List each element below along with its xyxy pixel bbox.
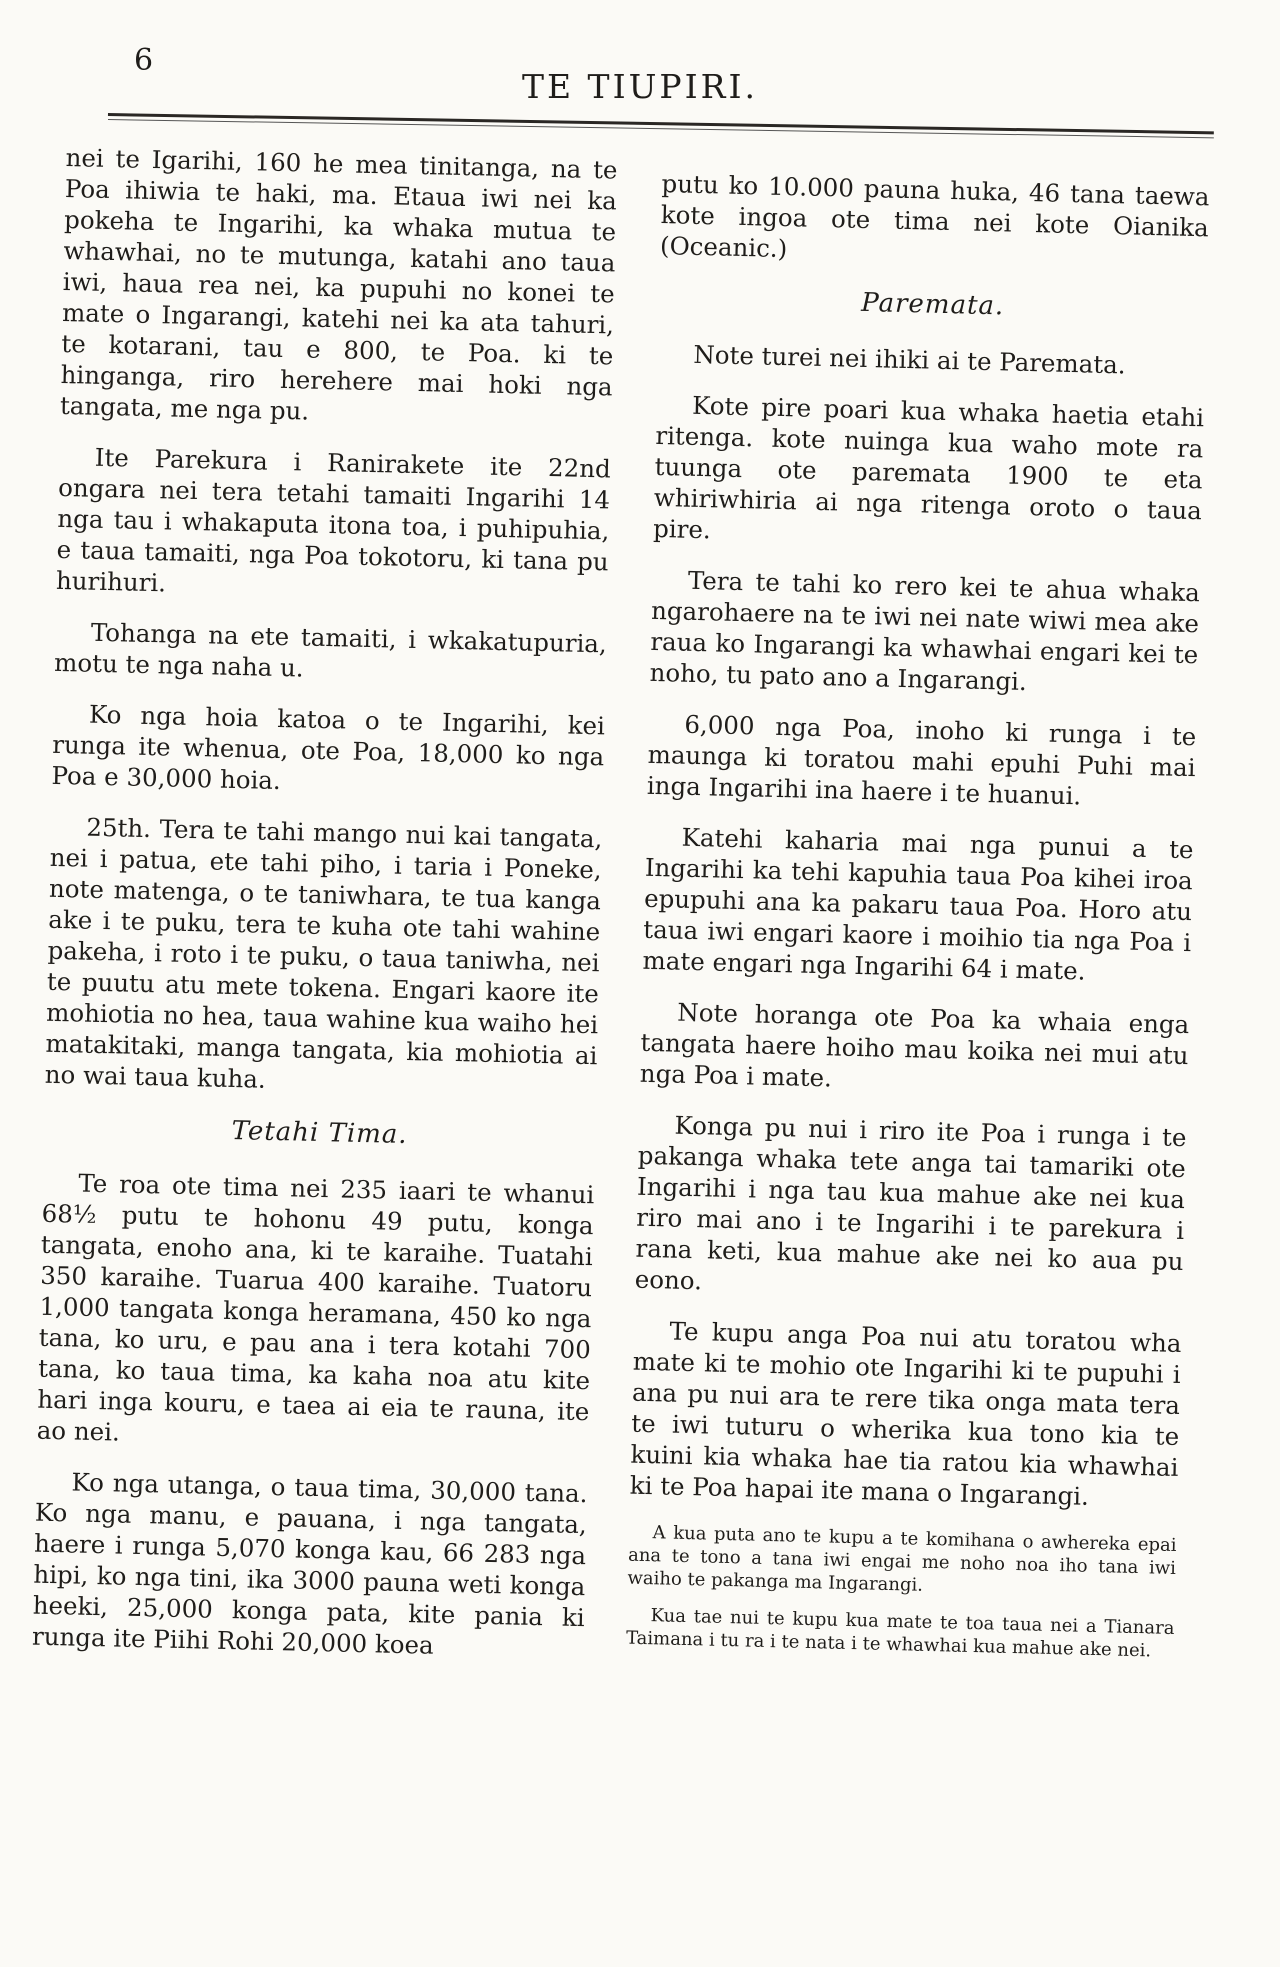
- left-paragraph-4: Ko nga hoia katoa o te Ingarihi, kei runga ite whenua, ote Poa, 18,000 ko nga Poa e 30,000 hoia.: [51, 699, 606, 796]
- left-paragraph-1: nei te Igarihi, 160 he mea tinitanga, na te Poa ihiwia te haki, ma. Etaua iwi nei ka pokeha te Ingarihi, ka whaka mutua te whawhai, no te mutunga, katahi ano taua iwi, haua rea nei, ka pupuhi no konei te mate o Ingarangi, katehi nei ka ata tahuri, te kotarani, tau e 800, te Poa. ki te hinganga, riro herehere mai hoki nga tangata, me nga pu.: [59, 142, 618, 426]
- left-paragraph-7: Ko nga utanga, o taua tima, 30,000 tana. Ko nga manu, e pauana, i nga tangata, haere i runga 5,070 konga kau, 66 283 nga hipi, ko nga tini, ika 3000 pauna weti konga heeki, 25,000 konga pata, kite pania ki runga ite Piihi Rohi 20,000 koea: [31, 1467, 588, 1660]
- footnote-2: Kua tae nui te kupu kua mate te toa taua nei a Tianara Taimana i tu ra i te nata i te whawhai kua mahue ake nei.: [625, 1605, 1175, 1662]
- right-paragraph-9: Te kupu anga Poa nui atu toratou wha mate ki te mohio ote Ingarihi ki te pupuhi i ana pu nui ara te rere tika onga mata tera te iwi tuturu o wherika kua tono kia te kuini kia whaka hae tia ratou kia whawhai ki te Poa hapai ite mana o Ingarangi.: [629, 1316, 1182, 1511]
- page-number: 6: [134, 43, 154, 78]
- header-rule: [108, 113, 1214, 134]
- footnote-1: A kua puta ano te kupu a te komihana o awhereka epai ana te tono a tana iwi engai me noho noa iho tana iwi waiho te pakanga ma Ingarangi.: [627, 1522, 1177, 1596]
- section-heading-tetahi-tima: Tetahi Tima.: [231, 1116, 408, 1151]
- right-paragraph-1: putu ko 10.000 pauna huka, 46 tana taewa kote ingoa ote tima nei kote Oianika (Oceanic.): [659, 168, 1210, 264]
- left-paragraph-5: 25th. Tera te tahi mango nui kai tangata, nei i patua, ete tahi piho, i taria i Poneke, note matenga, o te taniwhara, te tua kanga ake i te puku, tera te kuha ote tahi wahine pakeha, i roto i te puku, o taua taniwha, nei te puutu atu mete tokena. Engari kaore ite mohiotia no hea, taua wahine kua waiho hei matakitaki, manga tangata, kia mohiotia ai no wai taua kuha.: [44, 812, 603, 1094]
- section-heading-paremata: Paremata.: [860, 287, 1005, 322]
- left-paragraph-6: Te roa ote tima nei 235 iaari te whanui 68½ putu te hohonu 49 putu, konga tangata, enoho ana, ki te karaihe. Tuatahi 350 karaihe. Tuarua 400 karaihe. Tuatoru 1,000 tangata konga heramana, 450 ko nga tana, ko uru, e pau ana i tera kotahi 700 tana, ko taua tima, ka kaha noa atu kite hari inga kouru, e taea ai eia te rauna, ite ao nei.: [36, 1168, 595, 1447]
- running-title: TE TIUPIRI.: [521, 67, 759, 106]
- right-paragraph-7: Note horanga ote Poa ka whaia enga tangata haere hoiho mau koika nei mui atu nga Poa i mate.: [639, 997, 1190, 1093]
- right-paragraph-6: Katehi kaharia mai nga punui a te Ingarihi ka tehi kapuhia taua Poa kihei iroa epupuhi ana ka pakaru taua Poa. Horo atu taua iwi engari kaore i moihio tia nga Poa i mate engari nga Ingarihi 64 i mate.: [642, 822, 1194, 986]
- right-paragraph-3: Kote pire poari kua whaka haetia etahi ritenga. kote nuinga kua waho mote ra tuunga ote paremata 1900 te eta whiriwhiria ai nga ritenga oroto o taua pire.: [652, 390, 1205, 545]
- right-paragraph-8: Konga pu nui i riro ite Poa i runga i te pakanga whaka tete anga tai tamariki ote Ingarihi i nga tau kua mahue ake nei kua riro mai ano i te Ingarihi i te parekura i rana keti, kua mahue ake nei ko aua pu eono.: [634, 1110, 1187, 1296]
- left-paragraph-3: Tohanga na ete tamaiti, i wkakatupuria, motu te nga naha u.: [53, 617, 608, 683]
- right-column: [625, 168, 1209, 1677]
- right-paragraph-4: Tera te tahi ko rero kei te ahua whaka ngarohaere na te iwi nei nate wiwi mea ake raua ko Ingarangi ka whawhai engari kei te noho, tu pato ano a Ingarangi.: [649, 565, 1201, 697]
- right-paragraph-5: 6,000 nga Poa, inoho ki runga i te maunga ki toratou mahi epuhi Puhi mai inga Ingarihi ina haere i te huanui.: [646, 709, 1197, 811]
- right-paragraph-2: Note turei nei ihiki ai te Paremata.: [693, 339, 1126, 380]
- left-paragraph-2: Ite Parekura i Ranirakete ite 22nd ongara nei tera tetahi tamaiti Ingarihi 14 nga tau i whakaputa itona toa, i puhipuhia, e taua tamaiti, nga Poa tokotoru, ki tana pu hurihuri.: [55, 442, 612, 598]
- left-column: [31, 142, 618, 1684]
